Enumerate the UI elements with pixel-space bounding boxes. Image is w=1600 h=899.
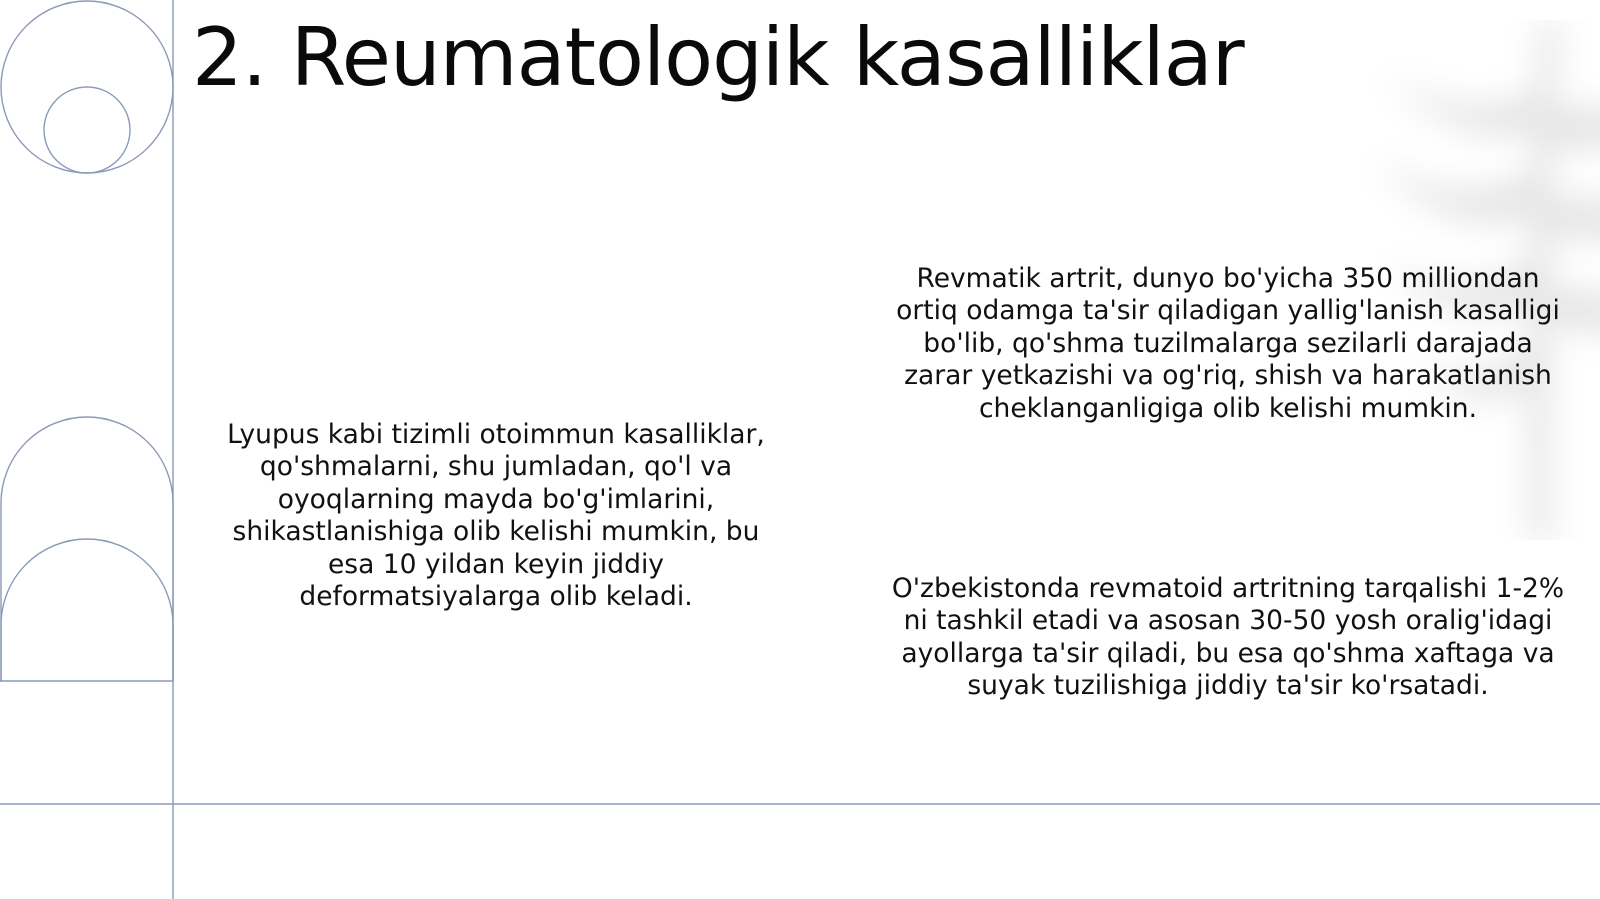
paragraph-uzbekistan-prevalence: O'zbekistonda revmatoid artritning tarqalishi 1-2% ni tashkil etadi va asosan 30-50 yosh oralig'idagi ayollarga ta'sir qiladi, bu esa qo'shma xaftaga va suyak tuzilishiga jiddiy ta'sir ko'rsatadi. [891,573,1565,702]
small-circle-outline [44,87,130,173]
slide-title: 2. Reumatologik kasalliklar [192,11,1244,104]
upper-arch-outline [1,417,173,681]
paragraph-lupus: Lyupus kabi tizimli otoimmun kasalliklar, qo'shmalarni, shu jumladan, qo'l va oyoqlarning mayda bo'g'imlarini, shikastlanishiga olib kelishi mumkin, bu esa 10 yildan keyin jiddiy deformatsiyalarga olib keladi. [227,419,765,613]
lower-arch-outline [1,539,173,681]
paragraph-rheumatoid-arthritis: Revmatik artrit, dunyo bo'yicha 350 milliondan ortiq odamga ta'sir qiladigan yallig'lanish kasalligi bo'lib, qo'shma tuzilmalarga sezilarli darajada zarar yetkazishi va og'riq, shish va harakatlanish cheklanganligiga olib kelishi mumkin. [896,263,1560,424]
